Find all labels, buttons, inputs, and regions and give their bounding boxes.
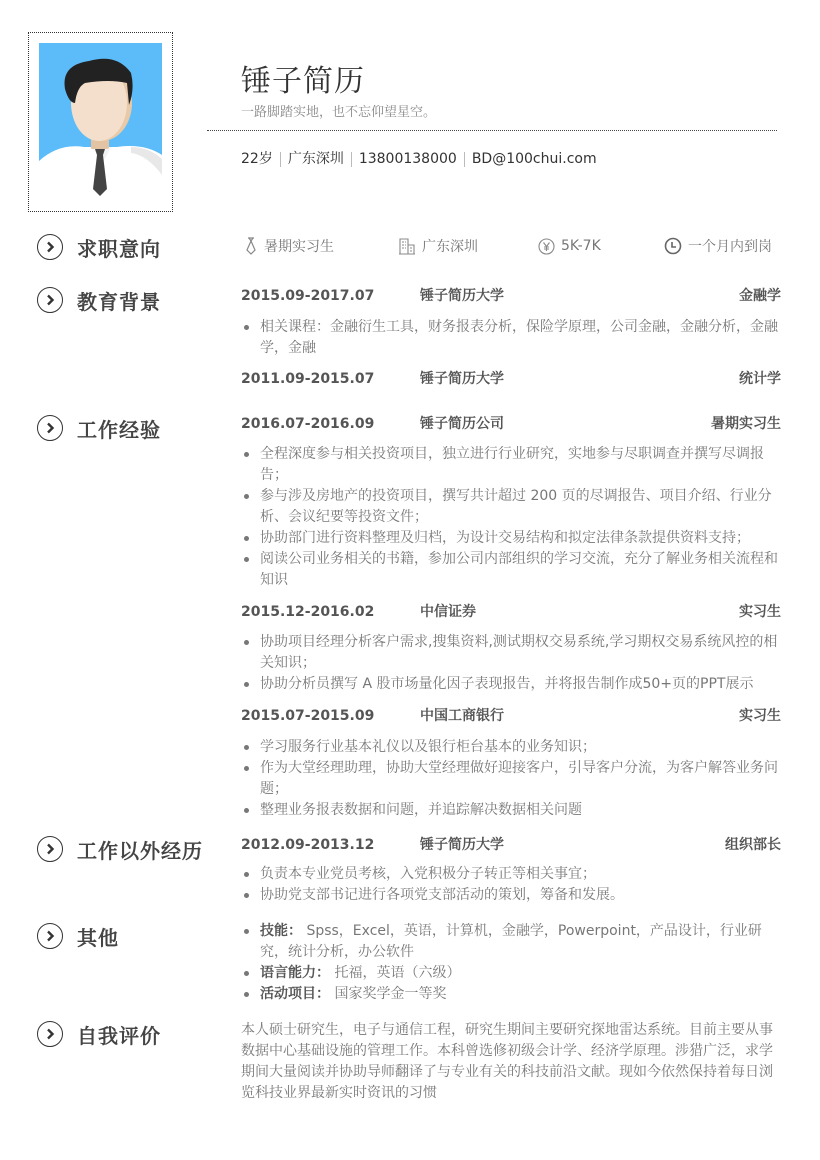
phone[interactable]: 13800138000 xyxy=(358,151,457,167)
section-education-heading xyxy=(37,286,161,314)
work-bullets xyxy=(241,632,782,695)
entry-date: 2011.09-2015.07 xyxy=(241,371,375,387)
chevron-right-circle-icon xyxy=(37,234,63,260)
entry-org: 中信证券 xyxy=(420,604,476,620)
list-item: 阅读公司业务相关的书籍，参加公司内部组织的学习交流，充分了解业务相关流程和知识 xyxy=(241,549,782,591)
intent-item-availability: 一个月内到岗 xyxy=(664,236,772,256)
chevron-right-circle-icon xyxy=(37,923,63,949)
chevron-right-circle-icon xyxy=(37,287,63,313)
self-evaluation: 本人硕士研究生，电子与通信工程，研究生期间主要研究探地雷达系统。目前主要从事数据中心基础设施的管理工作。本科曾选修初级会计学、经济学原理。涉猎广泛，求学期间大量阅读并协助导师翻译了与专业有关的科技前沿文献。现如今依然保持着每日浏览科技业界最新实时资讯的习惯 xyxy=(241,1022,773,1101)
work-entry xyxy=(241,414,781,434)
building-icon xyxy=(398,237,416,255)
location: 广东深圳 xyxy=(287,151,344,167)
intent-item-salary: 5K-7K xyxy=(538,236,664,256)
chevron-right-circle-icon xyxy=(37,1021,63,1047)
yen-icon xyxy=(538,238,555,255)
list-item: 协助分析员撰写 A 股市场量化因子表现报告，并将报告制作成50+页的PPT展示 xyxy=(241,674,782,695)
entry-org: 锤子简历公司 xyxy=(420,416,504,432)
entry-org: 锤子简历大学 xyxy=(420,371,504,387)
education-bullets xyxy=(241,317,782,359)
motto: 一路脚踏实地，也不忘仰望星空。 xyxy=(241,105,437,120)
section-intent-heading xyxy=(37,233,161,261)
header-divider xyxy=(207,130,777,131)
work-entry xyxy=(241,602,781,622)
resume-name: 锤子简历 xyxy=(241,64,365,99)
clock-icon xyxy=(664,237,682,255)
list-item: 负责本专业党员考核，入党积极分子转正等相关事宜； xyxy=(241,864,782,885)
entry-date: 2012.09-2013.12 xyxy=(241,837,375,853)
other-list xyxy=(241,921,782,1005)
education-entry xyxy=(241,369,781,389)
work-bullets xyxy=(241,444,782,591)
entry-org: 锤子简历大学 xyxy=(420,837,504,853)
section-work-heading xyxy=(37,414,161,442)
separator xyxy=(464,152,465,167)
skills-item: 技能： Spss，Excel，英语，计算机，金融学，Powerpoint，产品设计，行业研究，统计分析，办公软件 xyxy=(241,921,782,963)
extra-bullets xyxy=(241,864,782,906)
separator xyxy=(280,152,281,167)
entry-role: 暑期实习生 xyxy=(711,416,781,432)
avatar xyxy=(39,43,162,199)
list-item: 协助项目经理分析客户需求,搜集资料,测试期权交易系统,学习期权交易系统风控的相关知识； xyxy=(241,632,782,674)
list-item: 协助部门进行资料整理及归档，为设计交易结构和拟定法律条款提供资料支持； xyxy=(241,528,782,549)
entry-org: 锤子简历大学 xyxy=(420,288,504,304)
job-intent xyxy=(244,236,784,256)
email[interactable]: BD@100chui.com xyxy=(471,151,597,167)
list-item: 相关课程：金融衍生工具，财务报表分析，保险学原理，公司金融，金融分析，金融学，金融 xyxy=(241,317,782,359)
section-title: 工作以外经历 xyxy=(77,838,203,863)
avatar-illustration xyxy=(39,43,162,199)
entry-role: 组织部长 xyxy=(725,837,781,853)
entry-role: 实习生 xyxy=(739,708,781,724)
list-item: 整理业务报表数据和问题，并追踪解决数据相关问题 xyxy=(241,800,782,821)
entry-role: 统计学 xyxy=(739,371,781,387)
work-bullets xyxy=(241,737,782,821)
work-entry xyxy=(241,706,781,726)
section-extra-heading xyxy=(37,835,203,863)
photo-frame xyxy=(28,32,173,212)
entry-date: 2016.07-2016.09 xyxy=(241,416,375,432)
section-title: 求职意向 xyxy=(77,236,161,261)
list-item: 作为大堂经理助理，协助大堂经理做好迎接客户，引导客户分流，为客户解答业务问题； xyxy=(241,758,782,800)
entry-org: 中国工商银行 xyxy=(420,708,504,724)
age: 22岁 xyxy=(241,151,273,167)
activity-item: 活动项目： 国家奖学金一等奖 xyxy=(241,984,782,1005)
entry-date: 2015.07-2015.09 xyxy=(241,708,375,724)
language-item: 语言能力： 托福，英语（六级） xyxy=(241,963,782,984)
chevron-right-circle-icon xyxy=(37,836,63,862)
list-item: 学习服务行业基本礼仪以及银行柜台基本的业务知识； xyxy=(241,737,782,758)
entry-date: 2015.12-2016.02 xyxy=(241,604,375,620)
list-item: 全程深度参与相关投资项目，独立进行行业研究，实地参与尽职调查并撰写尽调报告； xyxy=(241,444,782,486)
section-title: 教育背景 xyxy=(77,289,161,314)
section-title: 自我评价 xyxy=(77,1023,161,1048)
contact-line xyxy=(241,149,597,169)
separator xyxy=(351,152,352,167)
section-title: 工作经验 xyxy=(77,417,161,442)
extra-entry xyxy=(241,835,781,855)
section-title: 其他 xyxy=(77,925,119,950)
section-self-heading xyxy=(37,1020,161,1048)
intent-item-location: 广东深圳 xyxy=(398,236,538,256)
section-other-heading xyxy=(37,922,119,950)
chevron-right-circle-icon xyxy=(37,415,63,441)
entry-role: 实习生 xyxy=(739,604,781,620)
list-item: 协助党支部书记进行各项党支部活动的策划，筹备和发展。 xyxy=(241,885,782,906)
intent-item-type: 暑期实习生 xyxy=(244,236,398,256)
entry-role: 金融学 xyxy=(739,288,781,304)
list-item: 参与涉及房地产的投资项目，撰写共计超过 200 页的尽调报告、项目介绍、行业分析、会议纪要等投资文件； xyxy=(241,486,782,528)
tie-icon xyxy=(244,237,258,255)
education-entry xyxy=(241,286,781,306)
entry-date: 2015.09-2017.07 xyxy=(241,288,375,304)
